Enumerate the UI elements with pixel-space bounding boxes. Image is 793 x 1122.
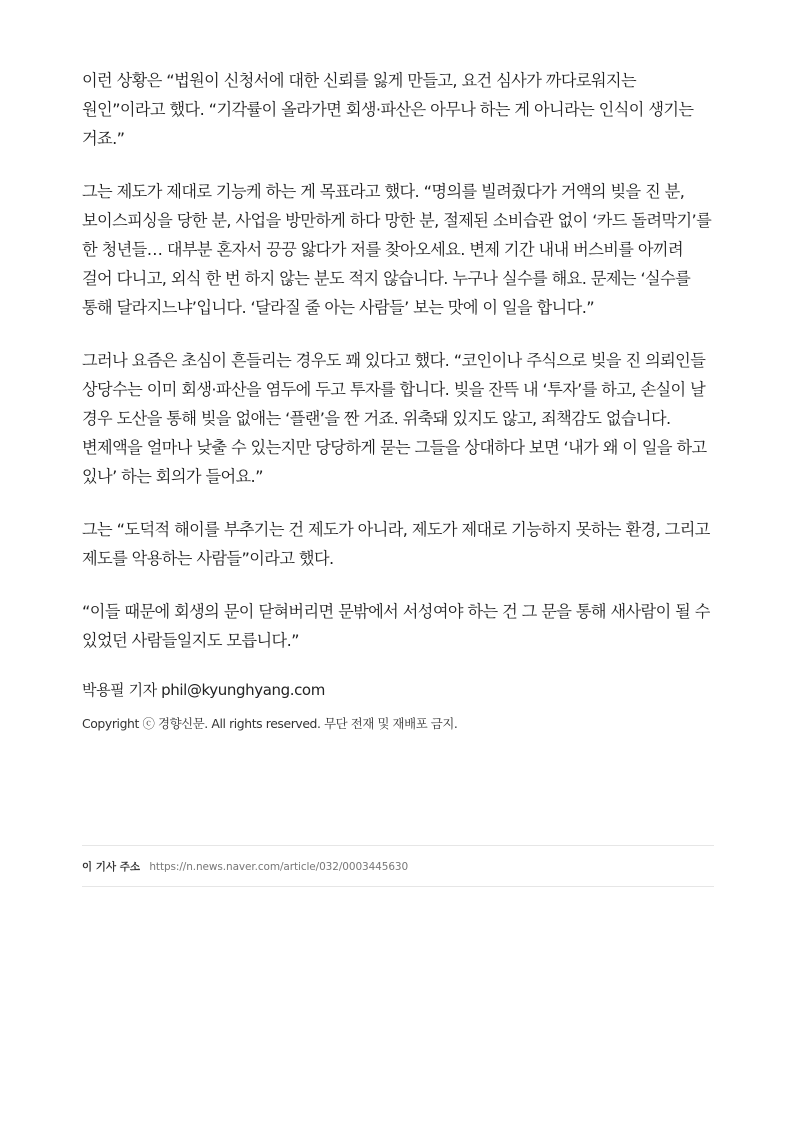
footer-divider-bottom xyxy=(82,886,714,887)
copyright-notice: Copyright ⓒ 경향신문. All rights reserved. 무단 전재 및 재배포 금지. xyxy=(82,716,458,731)
article-url-link[interactable]: https://n.news.naver.com/article/032/0003445630 xyxy=(149,861,409,873)
article-paragraph: 이런 상황은 “법원이 신청서에 대한 신뢰를 잃게 만들고, 요건 심사가 까다로워지는 원인”이라고 했다. “기각률이 올라가면 회생·파산은 아무나 하는 게 아니라는 인식이 생기는 거죠.” xyxy=(82,71,694,148)
article-paragraph: “이들 때문에 회생의 문이 닫혀버리면 문밖에서 서성여야 하는 건 그 문을 통해 새사람이 될 수 있었던 사람들일지도 모릅니다.” xyxy=(82,602,710,650)
article-paragraph: 그러나 요즘은 초심이 흔들리는 경우도 꽤 있다고 했다. “코인이나 주식으로 빚을 진 의뢰인들 상당수는 이미 회생·파산을 염두에 두고 투자를 합니다. 빚을 잔뜩 내 ‘투자’를 하고, 손실이 날 경우 도산을 통해 빚을 없애는 ‘플랜’을 짠 거죠. 위축돼 있지도 않고, 죄책감도 없습니다. 변제액을 얼마나 낮출 수 있는지만 당당하게 묻는 그들을 상대하다 보면 ‘내가 왜 이 일을 하고 있나’ 하는 회의가 들어요.” xyxy=(82,351,707,486)
reporter-byline: 박용필 기자 phil@kyunghyang.com xyxy=(82,681,325,699)
footer-divider-top xyxy=(82,845,714,846)
article-paragraph: 그는 제도가 제대로 기능케 하는 게 목표라고 했다. “명의를 빌려줬다가 거액의 빚을 진 분, 보이스피싱을 당한 분, 사업을 방만하게 하다 망한 분, 절제된 소비습관 없이 ‘카드 돌려막기’를 한 청년들… 대부분 혼자서 끙끙 앓다가 저를 찾아오세요. 변제 기간 내내 버스비를 아끼려 걸어 다니고, 외식 한 번 하지 않는 분도 적지 않습니다. 누구나 실수를 해요. 문제는 ‘실수를 통해 달라지느냐’입니다. ‘달라질 줄 아는 사람들’ 보는 맛에 이 일을 합니다.” xyxy=(82,182,712,317)
article-url-row xyxy=(82,858,714,876)
article-paragraph: 그는 “도덕적 해이를 부추기는 건 제도가 아니라, 제도가 제대로 기능하지 못하는 환경, 그리고 제도를 악용하는 사람들”이라고 했다. xyxy=(82,520,710,568)
article-body xyxy=(82,66,714,733)
article-url-label: 이 기사 주소 xyxy=(82,861,141,873)
